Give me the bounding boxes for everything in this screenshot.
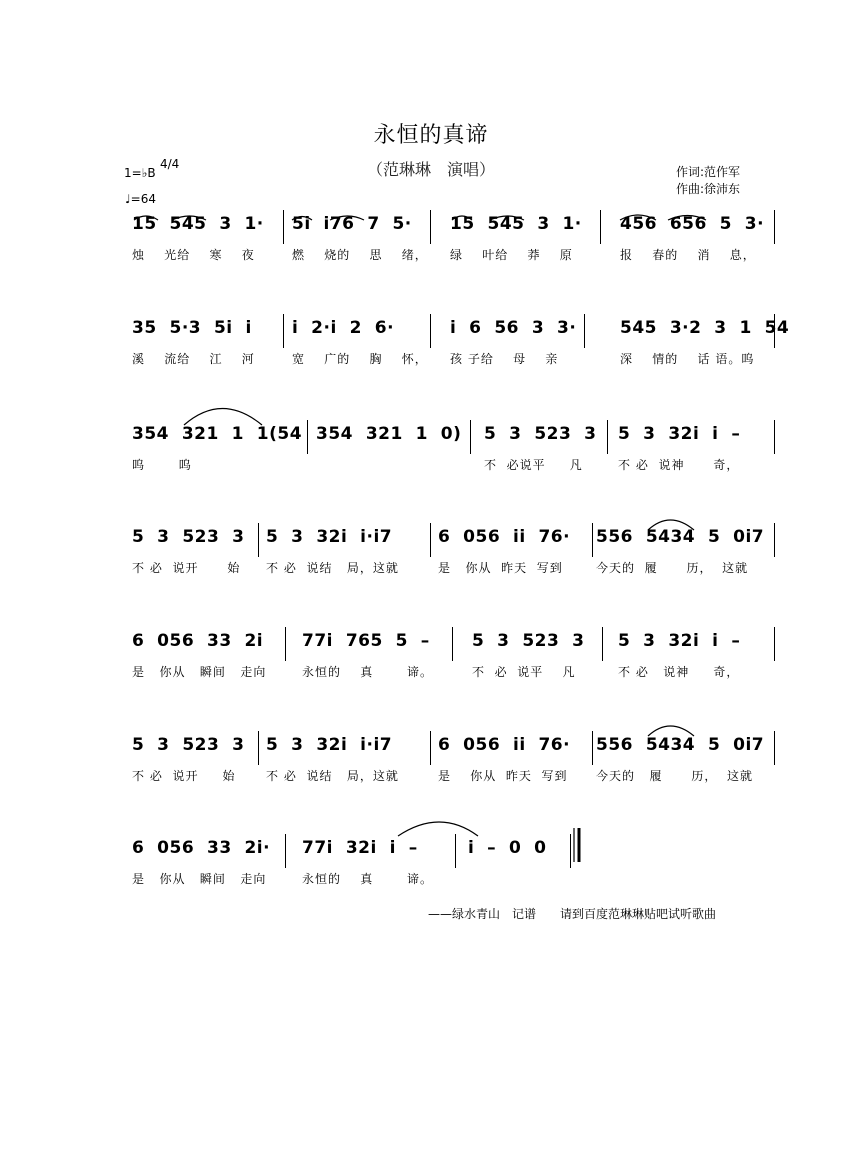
slur (452, 216, 472, 220)
slur (648, 726, 694, 736)
transcriber-footer: ——绿水青山 记谱 请到百度范琳琳贴吧试听歌曲 (428, 907, 717, 921)
slur (668, 216, 706, 221)
measure-notes: 6 056 ii 76· (438, 735, 571, 755)
measure-lyrics: 不 必说平 凡 (484, 458, 583, 472)
measure-notes: 556 5434 5 0i7 (596, 527, 765, 547)
measure-lyrics: 永恒的 真 谛。 (302, 665, 433, 679)
measure-notes: 77i 32i i – (302, 838, 418, 858)
slur (490, 216, 524, 220)
time-signature: 4/4 (160, 157, 180, 171)
measure-lyrics: 是 你从 昨天 写到 (438, 561, 563, 575)
measure-notes: 5 3 32i i·i7 (266, 527, 393, 547)
measure-lyrics: 宽 广的 胸 怀， (292, 352, 428, 366)
measure-notes: 556 5434 5 0i7 (596, 735, 765, 755)
measure-lyrics: 烛 光给 寒 夜 (132, 248, 255, 262)
measure-lyrics: 深 情的 话 语。呜 (620, 352, 755, 366)
measure-lyrics: 报 春的 消 息， (620, 248, 756, 262)
measure-notes: 6 056 33 2i· (132, 838, 271, 858)
measure-lyrics: 绿 叶给 莽 原 (450, 248, 573, 262)
measure-lyrics: 是 你从 瞬间 走向 (132, 872, 267, 886)
measure-lyrics: 不 必 说开 始 (132, 769, 236, 783)
measure-notes: i 6 56 3 3· (450, 318, 577, 338)
slur (292, 217, 312, 221)
slur (330, 216, 364, 220)
lyricist-credit: 作词:范作军 (676, 165, 741, 179)
measure-lyrics: 永恒的 真 谛。 (302, 872, 433, 886)
measure-notes: 5 3 523 3 (132, 527, 245, 547)
measure-lyrics: 溪 流给 江 河 (132, 352, 255, 366)
composer-credit: 作曲:徐沛东 (676, 182, 741, 196)
measure-lyrics: 不 必 说神 奇， (618, 665, 740, 679)
measure-notes: 35 5·3 5i i (132, 318, 252, 338)
measure-notes: 5 3 32i i – (618, 424, 741, 444)
measure-notes: 456 656 5 3· (620, 214, 765, 234)
song-title: 永恒的真谛 (373, 123, 489, 148)
measure-notes: 5 3 523 3 (484, 424, 597, 444)
measure-lyrics: 不 必 说神 奇， (618, 458, 740, 472)
key-signature: 1=♭B (124, 166, 156, 180)
measure-lyrics: 不 必 说开 始 (132, 561, 241, 575)
measure-lyrics: 不 必 说平 凡 (472, 665, 576, 679)
slur (134, 216, 158, 220)
measure-notes: 354 321 1 1(54 (132, 424, 303, 444)
slur (184, 409, 262, 426)
slur (648, 520, 694, 530)
measure-notes: 15 545 3 1· (132, 214, 264, 234)
measure-lyrics: 今天的 履 历， 这就 (596, 561, 749, 575)
measure-lyrics: 是 你从 瞬间 走向 (132, 665, 267, 679)
measure-lyrics: 今天的 履 历， 这就 (596, 769, 753, 783)
measure-notes: i 2·i 2 6· (292, 318, 395, 338)
measure-notes: 5 3 32i i – (618, 631, 741, 651)
tempo-marking: ♩=64 (125, 192, 156, 206)
measure-notes: 5 3 523 3 (472, 631, 585, 651)
measure-notes: i – 0 0 (468, 838, 547, 858)
measure-notes: 5i i76 7 5· (292, 214, 412, 234)
song-subtitle: （范琳琳 演唱） (366, 160, 495, 179)
measure-lyrics: 是 你从 昨天 写到 (438, 769, 568, 783)
slur (620, 215, 656, 220)
slur (398, 822, 478, 836)
measure-notes: 6 056 33 2i (132, 631, 264, 651)
slur (172, 216, 206, 220)
measure-notes: 5 3 32i i·i7 (266, 735, 393, 755)
measure-notes: 77i 765 5 – (302, 631, 430, 651)
measure-notes: 5 3 523 3 (132, 735, 245, 755)
measure-notes: 354 321 1 0) (316, 424, 462, 444)
measure-lyrics: 燃 烧的 思 绪， (292, 248, 428, 262)
measure-notes: 6 056 ii 76· (438, 527, 571, 547)
measure-lyrics: 呜 呜 (132, 458, 192, 472)
measure-lyrics: 孩 子给 母 亲 (450, 352, 559, 366)
measure-notes: 545 3·2 3 1 54 (620, 318, 790, 338)
measure-lyrics: 不 必 说结 局，这就 (266, 561, 399, 575)
measure-notes: 15 545 3 1· (450, 214, 582, 234)
measure-lyrics: 不 必 说结 局，这就 (266, 769, 399, 783)
